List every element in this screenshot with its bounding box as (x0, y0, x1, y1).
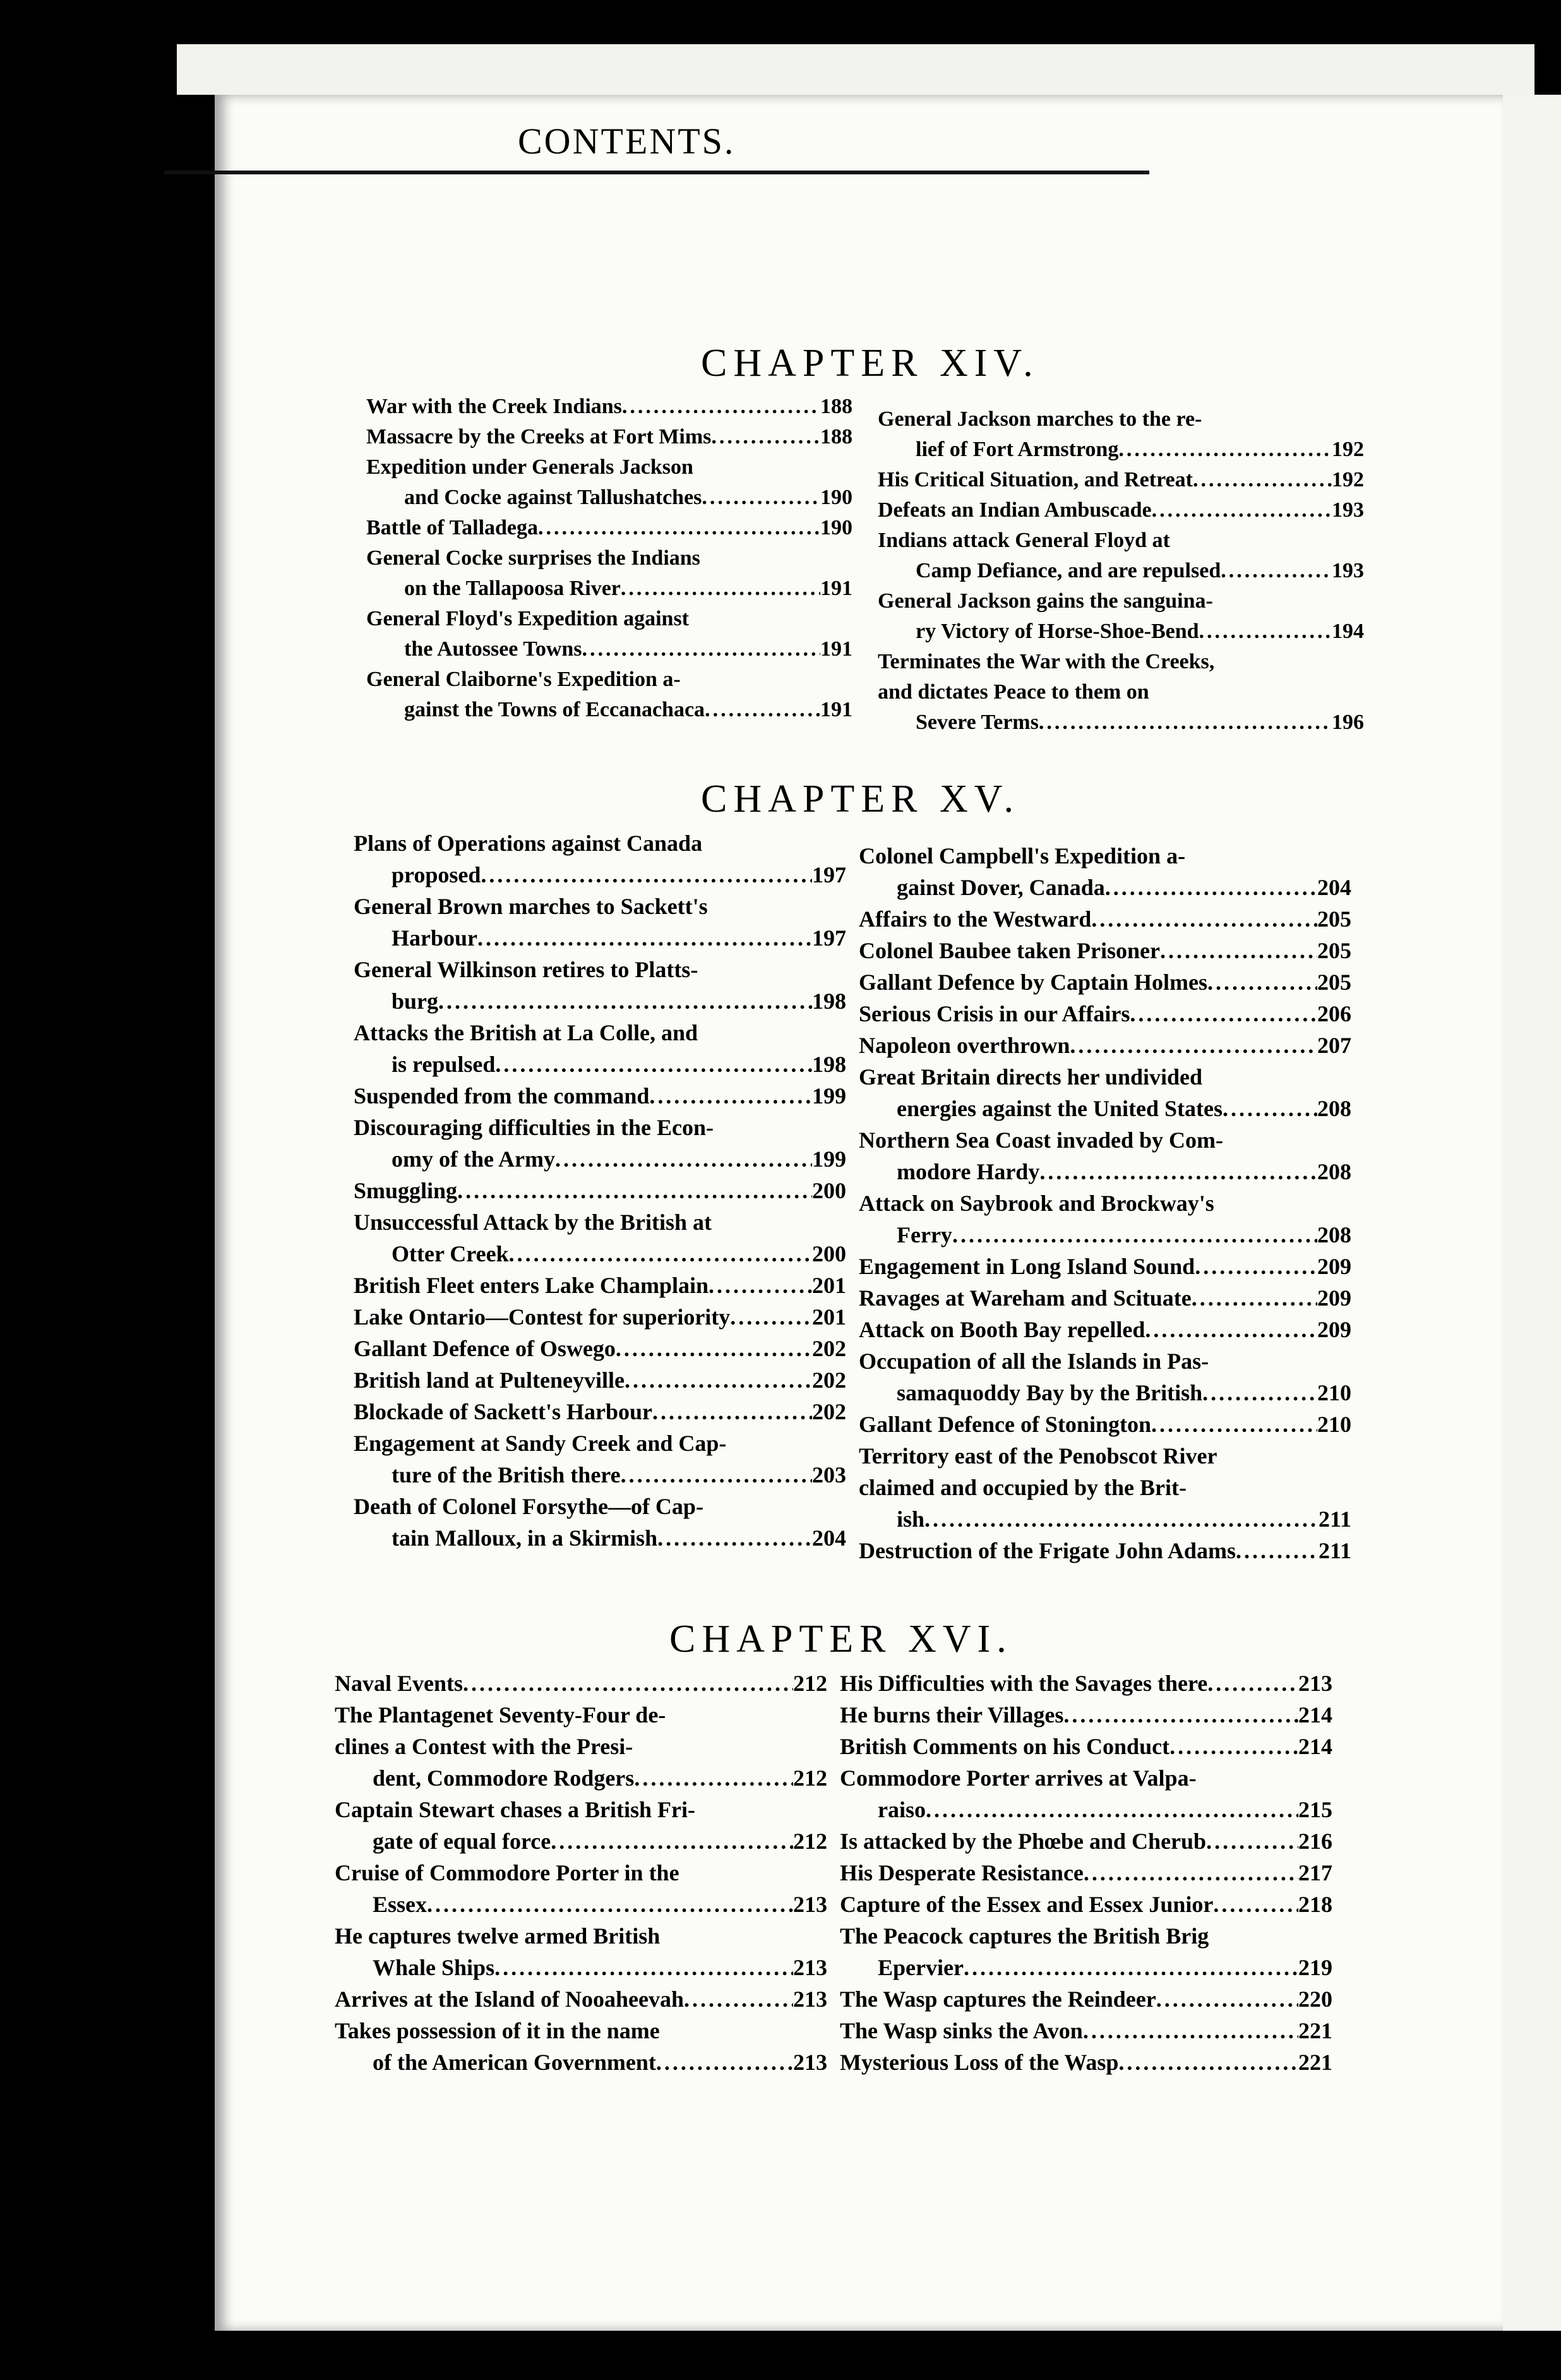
entry-title-line: General Jackson marches to the re- (878, 407, 1202, 431)
dot-leader (964, 1952, 1298, 1983)
entry-page-number: 206 (1317, 1001, 1351, 1026)
contents-entry (354, 1333, 846, 1364)
entry-title-line: Attacks the British at La Colle, and (354, 1020, 698, 1045)
running-title: CONTENTS. (518, 121, 736, 162)
contents-entry (859, 1440, 1351, 1535)
contents-entry (859, 998, 1351, 1030)
dot-leader (625, 1364, 812, 1396)
dot-leader (582, 634, 820, 664)
dot-leader (1151, 1409, 1317, 1440)
dot-leader (621, 574, 820, 604)
entry-title-line: burg (392, 989, 439, 1014)
dot-leader (495, 1049, 812, 1080)
dot-leader (1130, 998, 1317, 1030)
contents-entry (335, 1794, 827, 1857)
entry-page-number: 219 (1298, 1955, 1332, 1980)
entry-title-line: Great Britain directs her undivided (859, 1064, 1203, 1090)
contents-entry (878, 495, 1364, 526)
dot-leader (622, 392, 820, 422)
dot-leader (656, 2046, 793, 2078)
entry-page-number: 212 (793, 1765, 827, 1791)
contents-entry (840, 1825, 1332, 1857)
entry-title-line: General Wilkinson retires to Platts- (354, 957, 698, 982)
contents-entry (366, 392, 852, 422)
entry-title-line: Smuggling (354, 1178, 458, 1203)
entry-title-line: samaquoddy Bay by the British (897, 1380, 1203, 1405)
entry-page-number: 208 (1317, 1159, 1351, 1184)
entry-page-number: 205 (1317, 906, 1351, 932)
dot-leader (1195, 1251, 1317, 1282)
dot-leader (709, 1270, 812, 1301)
dot-leader (1169, 1731, 1298, 1762)
contents-entry (859, 1251, 1351, 1282)
entry-title-line: Takes possession of it in the name (335, 2018, 660, 2043)
contents-entry (878, 404, 1364, 465)
dot-leader (555, 1143, 812, 1175)
dot-leader (1213, 1889, 1298, 1920)
dot-leader (1083, 2015, 1298, 2046)
contents-entry (335, 1983, 827, 2015)
dot-leader (481, 859, 812, 891)
dot-leader (621, 1459, 812, 1491)
entry-page-number: 188 (820, 395, 852, 418)
entry-title-line: Engagement at Sandy Creek and Cap- (354, 1431, 727, 1456)
contents-entry (840, 1983, 1332, 2015)
contents-entry (354, 1206, 846, 1270)
entry-title-line: energies against the United States (897, 1096, 1223, 1121)
dot-leader (1199, 616, 1332, 647)
running-head (164, 101, 1111, 177)
dot-leader (702, 483, 820, 513)
entry-title-line: Affairs to the Westward (859, 906, 1092, 932)
entry-title-line: clines a Contest with the Presi- (335, 1734, 633, 1759)
entry-title-line: Gallant Defence of Oswego (354, 1336, 616, 1361)
dot-leader (1156, 1983, 1298, 2015)
entry-title-line: Harbour (392, 925, 478, 951)
entry-title-line: Camp Defiance, and are repulsed (916, 559, 1221, 582)
entry-page-number: 207 (1317, 1033, 1351, 1058)
contents-entry (354, 1080, 846, 1112)
entry-title-line: claimed and occupied by the Brit- (859, 1475, 1187, 1500)
contents-entry (840, 1857, 1332, 1889)
entry-page-number: 202 (812, 1399, 846, 1424)
entry-title-line: raiso (878, 1797, 926, 1822)
entry-title-line: General Claiborne's Expedition a- (366, 668, 681, 691)
entry-title-line: ry Victory of Horse-Shoe-Bend (916, 620, 1199, 643)
contents-entry (878, 465, 1364, 495)
dot-leader (477, 922, 812, 954)
contents-entry (840, 2015, 1332, 2046)
dot-leader (438, 985, 812, 1017)
dot-leader (1091, 903, 1317, 935)
entry-title-line: General Brown marches to Sackett's (354, 894, 708, 919)
entry-page-number: 216 (1298, 1829, 1332, 1854)
entry-title-line: Defeats an Indian Ambuscade (878, 498, 1152, 522)
chapter-heading: CHAPTER XIV. (701, 342, 1039, 385)
contents-entry (859, 1187, 1351, 1251)
entry-title-line: The Wasp captures the Reindeer (840, 1986, 1156, 2012)
contents-entry (354, 1364, 846, 1396)
entry-title-line: and Cocke against Tallushatches (404, 486, 702, 509)
contents-entry (840, 1889, 1332, 1920)
dot-leader (551, 1825, 793, 1857)
entry-title-line: lief of Fort Armstrong (916, 438, 1119, 461)
entry-title-line: Ferry (897, 1222, 952, 1247)
entry-page-number: 221 (1298, 2050, 1332, 2075)
entry-title-line: General Floyd's Expedition against (366, 607, 689, 630)
entry-title-line: Colonel Baubee taken Prisoner (859, 938, 1160, 963)
contents-entry (859, 1345, 1351, 1409)
entry-title-line: War with the Creek Indians (366, 395, 622, 418)
dot-leader (1039, 707, 1332, 738)
contents-entry (859, 1314, 1351, 1345)
dot-leader (1192, 1282, 1317, 1314)
entry-title-line: and dictates Peace to them on (878, 680, 1149, 704)
dot-leader (711, 422, 820, 452)
contents-entry (354, 1396, 846, 1427)
entry-page-number: 221 (1298, 2018, 1332, 2043)
contents-entry (878, 586, 1364, 647)
entry-title-line: Engagement in Long Island Sound (859, 1254, 1195, 1279)
entry-title-line: Essex (373, 1892, 428, 1917)
dot-leader (463, 1668, 793, 1699)
entry-title-line: ish (897, 1506, 925, 1532)
entry-title-line: Expedition under Generals Jackson (366, 455, 693, 479)
entry-title-line: Attack on Booth Bay repelled (859, 1317, 1145, 1342)
entry-page-number: 209 (1317, 1317, 1351, 1342)
entry-page-number: 213 (793, 1892, 827, 1917)
header-rule (164, 171, 1149, 174)
entry-title-line: The Peacock captures the British Brig (840, 1923, 1209, 1949)
entry-page-number: 205 (1317, 970, 1351, 995)
contents-entry (840, 1762, 1332, 1825)
contents-entry (859, 1282, 1351, 1314)
dot-leader (1118, 435, 1332, 465)
entry-page-number: 214 (1298, 1702, 1332, 1728)
contents-entry (335, 1920, 827, 1983)
entry-page-number: 193 (1332, 559, 1364, 582)
dot-leader (952, 1219, 1317, 1251)
contents-entry (366, 422, 852, 452)
dot-leader (1202, 1377, 1317, 1409)
entry-page-number: 194 (1332, 620, 1364, 643)
entry-page-number: 203 (812, 1462, 846, 1488)
contents-entry (859, 1030, 1351, 1061)
page-number: 10 (164, 114, 198, 152)
entry-title-line: His Critical Situation, and Retreat (878, 468, 1193, 491)
entry-title-line: Occupation of all the Islands in Pas- (859, 1349, 1209, 1374)
entry-title-line: ture of the British there (392, 1462, 621, 1488)
entry-title-line: Attack on Saybrook and Brockway's (859, 1191, 1214, 1216)
entry-title-line: is repulsed (392, 1052, 496, 1077)
entry-title-line: General Cocke surprises the Indians (366, 546, 700, 570)
entry-page-number: 192 (1332, 468, 1364, 491)
contents-entry (366, 604, 852, 664)
entry-title-line: Cruise of Commodore Porter in the (335, 1860, 679, 1885)
dot-leader (1039, 1156, 1317, 1187)
entry-page-number: 198 (812, 989, 846, 1014)
dot-leader (457, 1175, 812, 1206)
entry-title-line: Epervier (878, 1955, 964, 1980)
chapter-left-column (366, 392, 852, 725)
entry-title-line: Is attacked by the Phœbe and Cherub (840, 1829, 1207, 1854)
dot-leader (730, 1301, 812, 1333)
chapter-right-column (859, 840, 1351, 1566)
contents-entry (366, 543, 852, 604)
entry-title-line: Severe Terms (916, 711, 1039, 734)
entry-title-line: Plans of Operations against Canada (354, 831, 703, 856)
entry-page-number: 197 (812, 862, 846, 887)
contents-entry (354, 954, 846, 1017)
entry-title-line: He burns their Villages (840, 1702, 1064, 1728)
contents-entry (840, 1920, 1332, 1983)
entry-title-line: Captain Stewart chases a British Fri- (335, 1797, 695, 1822)
facing-page-edge (1503, 95, 1561, 2331)
entry-page-number: 198 (812, 1052, 846, 1077)
contents-entry (878, 647, 1364, 738)
entry-page-number: 205 (1317, 938, 1351, 963)
entry-page-number: 190 (820, 516, 852, 539)
entry-title-line: Massacre by the Creeks at Fort Mims (366, 425, 712, 448)
entry-page-number: 213 (793, 2050, 827, 2075)
dot-leader (1221, 556, 1332, 586)
entry-title-line: Mysterious Loss of the Wasp (840, 2050, 1119, 2075)
entry-title-line: Naval Events (335, 1671, 464, 1696)
entry-title-line: Arrives at the Island of Nooaheevah (335, 1986, 684, 2012)
contents-entry (354, 1270, 846, 1301)
contents-entry (354, 1017, 846, 1080)
entry-title-line: tain Malloux, in a Skirmish (392, 1525, 658, 1551)
contents-entry (354, 827, 846, 891)
entry-page-number: 204 (1317, 875, 1351, 900)
dot-leader (1207, 1668, 1298, 1699)
entry-page-number: 213 (1298, 1671, 1332, 1696)
entry-page-number: 200 (812, 1241, 846, 1266)
contents-entry (354, 1491, 846, 1554)
entry-page-number: 213 (793, 1955, 827, 1980)
dot-leader (657, 1522, 812, 1554)
contents-entry (354, 1301, 846, 1333)
entry-page-number: 217 (1298, 1860, 1332, 1885)
entry-title-line: Whale Ships (373, 1955, 495, 1980)
contents-entry (366, 664, 852, 725)
dot-leader (1070, 1030, 1317, 1061)
entry-title-line: The Plantagenet Seventy-Four de- (335, 1702, 666, 1728)
dot-leader (509, 1238, 812, 1270)
entry-title-line: Death of Colonel Forsythe—of Cap- (354, 1494, 703, 1519)
entry-page-number: 209 (1317, 1285, 1351, 1311)
entry-title-line: gainst the Towns of Eccanachaca (404, 698, 705, 721)
chapter-left-column (354, 827, 846, 1554)
entry-page-number: 208 (1317, 1222, 1351, 1247)
entry-page-number: 201 (812, 1273, 846, 1298)
dot-leader (494, 1952, 793, 1983)
entry-page-number: 192 (1332, 438, 1364, 461)
contents-entry (335, 1668, 827, 1699)
contents-entry (859, 1409, 1351, 1440)
entry-page-number: 199 (812, 1083, 846, 1109)
contents-entry (840, 2046, 1332, 2078)
entry-title-line: Unsuccessful Attack by the British at (354, 1210, 712, 1235)
entry-page-number: 197 (812, 925, 846, 951)
contents-entry (354, 1112, 846, 1175)
entry-title-line: Capture of the Essex and Essex Junior (840, 1892, 1214, 1917)
entry-page-number: 210 (1317, 1412, 1351, 1437)
contents-entry (859, 966, 1351, 998)
entry-page-number: 200 (812, 1178, 846, 1203)
entry-title-line: dent, Commodore Rodgers (373, 1765, 635, 1791)
entry-page-number: 191 (820, 698, 852, 721)
entry-title-line: Lake Ontario—Contest for superiority (354, 1304, 731, 1330)
entry-page-number: 199 (812, 1146, 846, 1172)
entry-page-number: 196 (1332, 711, 1364, 734)
dot-leader (1223, 1093, 1317, 1124)
page-top-edge (177, 44, 1534, 95)
entry-page-number: 193 (1332, 498, 1364, 522)
contents-entry (840, 1699, 1332, 1731)
entry-title-line: modore Hardy (897, 1159, 1040, 1184)
entry-title-line: Gallant Defence by Captain Holmes (859, 970, 1207, 995)
entry-page-number: 204 (812, 1525, 846, 1551)
dot-leader (1084, 1857, 1298, 1889)
entry-title-line: British land at Pulteneyville (354, 1367, 625, 1393)
entry-title-line: Commodore Porter arrives at Valpa- (840, 1765, 1197, 1791)
contents-entry (859, 840, 1351, 903)
dot-leader (538, 513, 820, 543)
entry-title-line: He captures twelve armed British (335, 1923, 661, 1949)
entry-page-number: 218 (1298, 1892, 1332, 1917)
chapter-heading: CHAPTER XV. (701, 778, 1020, 820)
entry-title-line: Northern Sea Coast invaded by Com- (859, 1127, 1224, 1153)
dot-leader (1236, 1535, 1319, 1566)
entry-page-number: 215 (1298, 1797, 1332, 1822)
dot-leader (1145, 1314, 1317, 1345)
dot-leader (649, 1080, 812, 1112)
entry-page-number: 190 (820, 486, 852, 509)
contents-entry (335, 1857, 827, 1920)
entry-title-line: Destruction of the Frigate John Adams (859, 1538, 1236, 1563)
entry-page-number: 191 (820, 577, 852, 600)
dot-leader (652, 1396, 812, 1427)
dot-leader (924, 1503, 1319, 1535)
dot-leader (926, 1794, 1298, 1825)
contents-entry (354, 1427, 846, 1491)
entry-page-number: 214 (1298, 1734, 1332, 1759)
entry-page-number: 202 (812, 1367, 846, 1393)
dot-leader (1118, 2046, 1298, 2078)
contents-entry (354, 1175, 846, 1206)
contents-entry (859, 935, 1351, 966)
contents-entry (366, 513, 852, 543)
contents-entry (878, 526, 1364, 586)
entry-title-line: gate of equal force (373, 1829, 551, 1854)
chapter-left-column (335, 1668, 827, 2078)
entry-page-number: 211 (1318, 1538, 1351, 1563)
entry-title-line: of the American Government (373, 2050, 656, 2075)
entry-title-line: Battle of Talladega (366, 516, 539, 539)
entry-title-line: Colonel Campbell's Expedition a- (859, 843, 1186, 868)
entry-page-number: 201 (812, 1304, 846, 1330)
dot-leader (684, 1983, 793, 2015)
entry-title-line: the Autossee Towns (404, 637, 582, 661)
dot-leader (1206, 1825, 1298, 1857)
chapter-heading: CHAPTER XVI. (669, 1618, 1013, 1661)
entry-title-line: Terminates the War with the Creeks, (878, 650, 1215, 673)
entry-page-number: 211 (1318, 1506, 1351, 1532)
dot-leader (616, 1333, 812, 1364)
contents-entry (859, 1061, 1351, 1124)
entry-title-line: omy of the Army (392, 1146, 555, 1172)
entry-page-number: 188 (820, 425, 852, 448)
dot-leader (1152, 495, 1332, 526)
chapter-right-column (840, 1668, 1332, 2078)
entry-page-number: 209 (1317, 1254, 1351, 1279)
dot-leader (1105, 872, 1317, 903)
entry-title-line: Suspended from the command (354, 1083, 650, 1109)
entry-title-line: The Wasp sinks the Avon (840, 2018, 1083, 2043)
contents-entry (366, 452, 852, 513)
entry-title-line: proposed (392, 862, 481, 887)
entry-title-line: Otter Creek (392, 1241, 509, 1266)
entry-title-line: on the Tallapoosa River (404, 577, 621, 600)
contents-entry (840, 1668, 1332, 1699)
entry-title-line: Blockade of Sackett's Harbour (354, 1399, 652, 1424)
contents-entry (354, 891, 846, 954)
entry-title-line: Indians attack General Floyd at (878, 529, 1170, 552)
dot-leader (634, 1762, 793, 1794)
entry-page-number: 210 (1317, 1380, 1351, 1405)
dot-leader (427, 1889, 793, 1920)
entry-page-number: 212 (793, 1671, 827, 1696)
dot-leader (705, 695, 820, 725)
entry-page-number: 212 (793, 1829, 827, 1854)
contents-entry (859, 1124, 1351, 1187)
contents-entry (335, 2015, 827, 2078)
dot-leader (1063, 1699, 1298, 1731)
entry-title-line: General Jackson gains the sanguina- (878, 589, 1213, 613)
entry-title-line: His Difficulties with the Savages there (840, 1671, 1208, 1696)
contents-entry (335, 1699, 827, 1794)
entry-title-line: His Desperate Resistance (840, 1860, 1084, 1885)
entry-page-number: 202 (812, 1336, 846, 1361)
entry-title-line: Territory east of the Penobscot River (859, 1443, 1217, 1469)
entry-page-number: 213 (793, 1986, 827, 2012)
dot-leader (1193, 465, 1332, 495)
entry-title-line: Discouraging difficulties in the Econ- (354, 1115, 714, 1140)
entry-page-number: 208 (1317, 1096, 1351, 1121)
chapter-right-column (878, 404, 1364, 738)
contents-entry (859, 1535, 1351, 1566)
dot-leader (1160, 935, 1317, 966)
entry-title-line: Napoleon overthrown (859, 1033, 1070, 1058)
entry-page-number: 191 (820, 637, 852, 661)
entry-title-line: British Comments on his Conduct (840, 1734, 1170, 1759)
contents-entry (859, 903, 1351, 935)
entry-title-line: British Fleet enters Lake Champlain (354, 1273, 709, 1298)
entry-title-line: Ravages at Wareham and Scituate (859, 1285, 1192, 1311)
entry-title-line: Serious Crisis in our Affairs (859, 1001, 1130, 1026)
entry-title-line: gainst Dover, Canada (897, 875, 1105, 900)
entry-page-number: 220 (1298, 1986, 1332, 2012)
dot-leader (1207, 966, 1317, 998)
entry-title-line: Gallant Defence of Stonington (859, 1412, 1151, 1437)
contents-entry (840, 1731, 1332, 1762)
